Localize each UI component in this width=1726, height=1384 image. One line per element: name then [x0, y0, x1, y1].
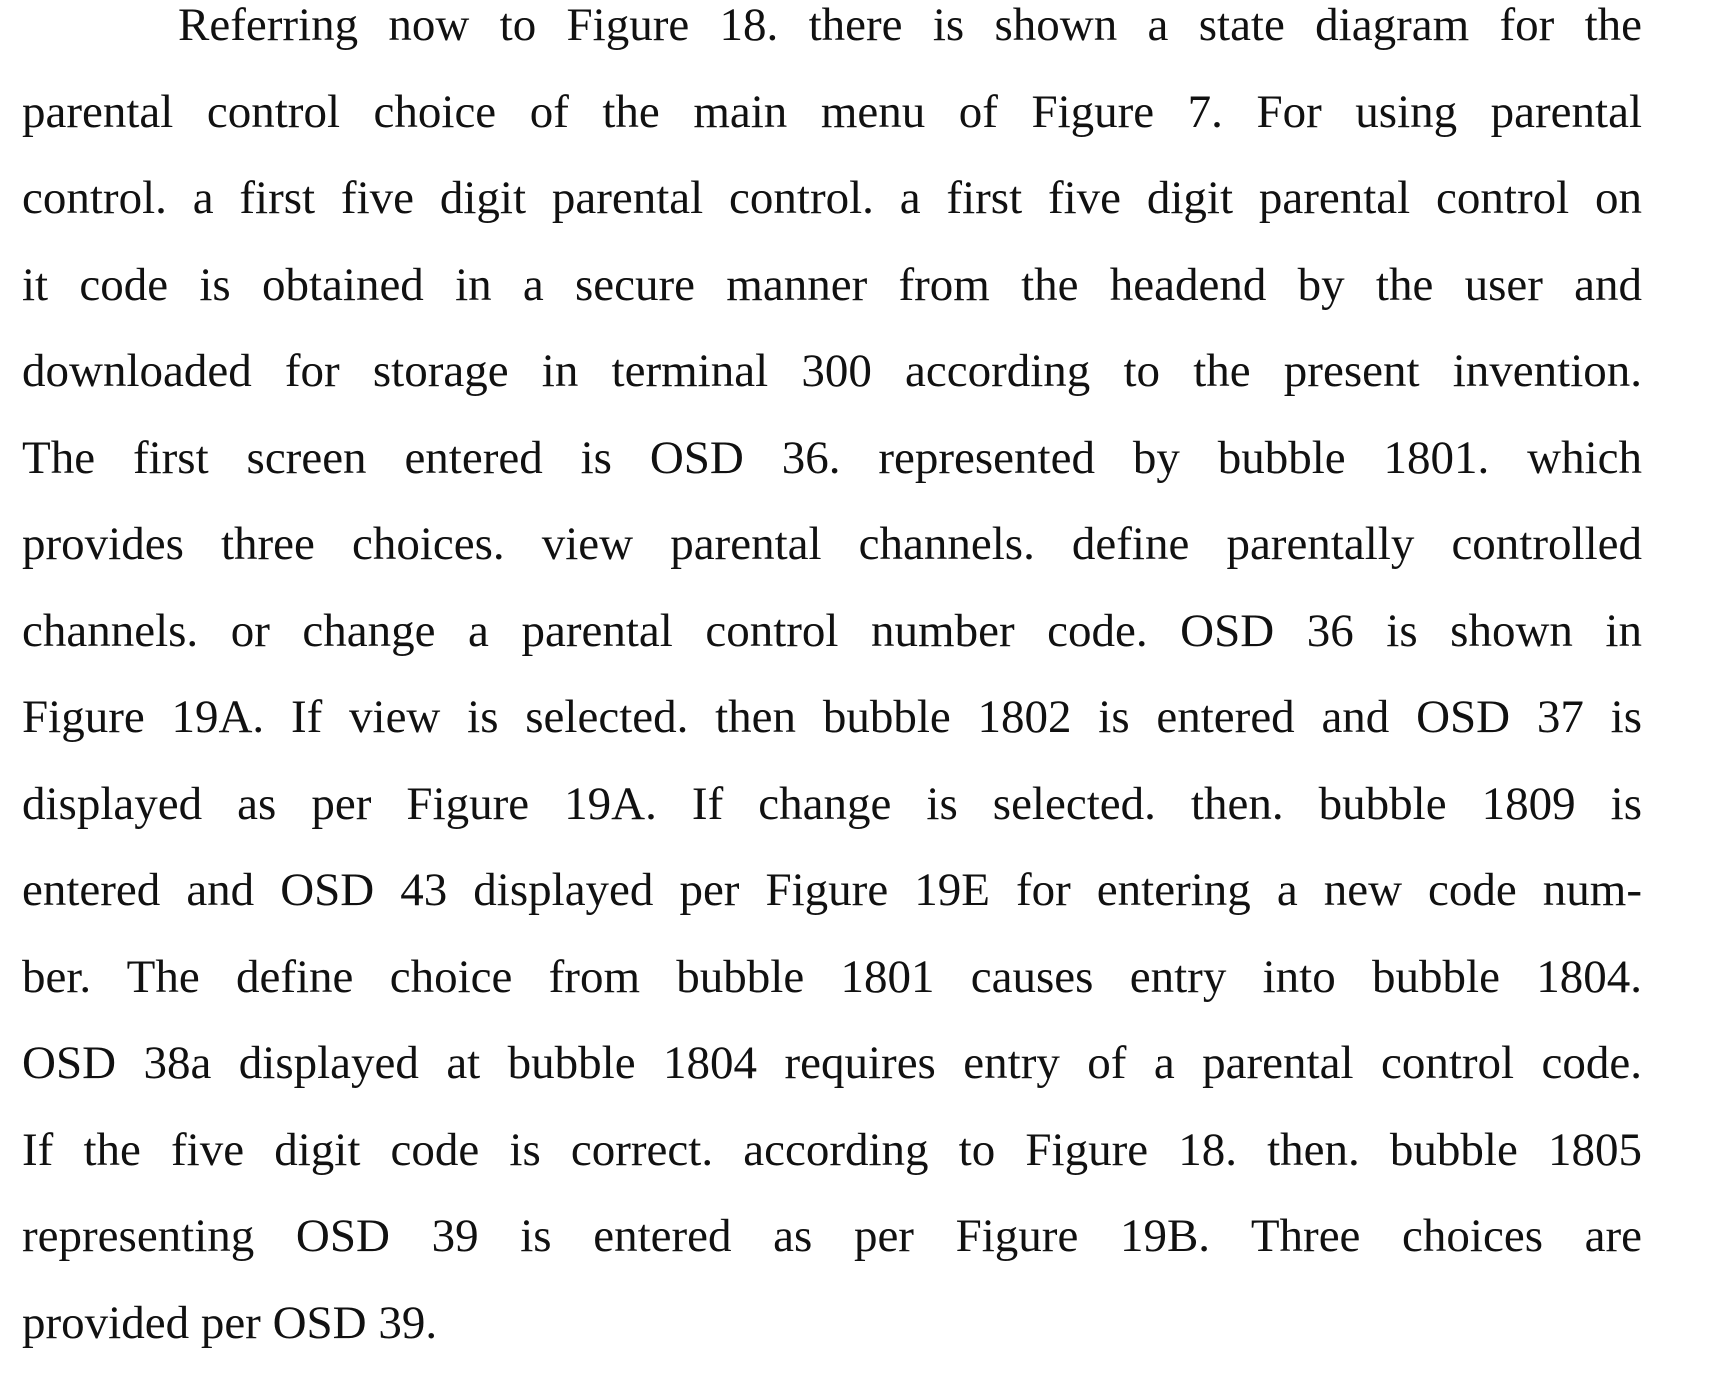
- text-line-1: Referring now to Figure 18. there is shown a state diagram for the: [22, 0, 1642, 87]
- text-line-6: The first screen entered is OSD 36. represented by bubble 1801. which: [22, 433, 1642, 520]
- text-line-12: ber. The define choice from bubble 1801 causes entry into bubble 1804.: [22, 952, 1642, 1039]
- text-line-2: parental control choice of the main menu of Figure 7. For using parental: [22, 87, 1642, 174]
- text-line-11: entered and OSD 43 displayed per Figure 19E for entering a new code num-: [22, 865, 1642, 952]
- text-line-8: channels. or change a parental control number code. OSD 36 is shown in: [22, 606, 1642, 693]
- text-line-7: provides three choices. view parental channels. define parentally controlled: [22, 519, 1642, 606]
- paragraph: [22, 0, 1642, 1384]
- text-line-13: OSD 38a displayed at bubble 1804 requires entry of a parental control code.: [22, 1038, 1642, 1125]
- text-line-10: displayed as per Figure 19A. If change is selected. then. bubble 1809 is: [22, 779, 1642, 866]
- text-line-3: control. a first five digit parental control. a first five digit parental control on: [22, 173, 1642, 260]
- text-line-16: provided per OSD 39.: [22, 1298, 1642, 1384]
- text-line-5: downloaded for storage in terminal 300 according to the present invention.: [22, 346, 1642, 433]
- text-line-15: representing OSD 39 is entered as per Figure 19B. Three choices are: [22, 1211, 1642, 1298]
- text-line-4: it code is obtained in a secure manner from the headend by the user and: [22, 260, 1642, 347]
- text-line-9: Figure 19A. If view is selected. then bubble 1802 is entered and OSD 37 is: [22, 692, 1642, 779]
- text-line-14: If the five digit code is correct. according to Figure 18. then. bubble 1805: [22, 1125, 1642, 1212]
